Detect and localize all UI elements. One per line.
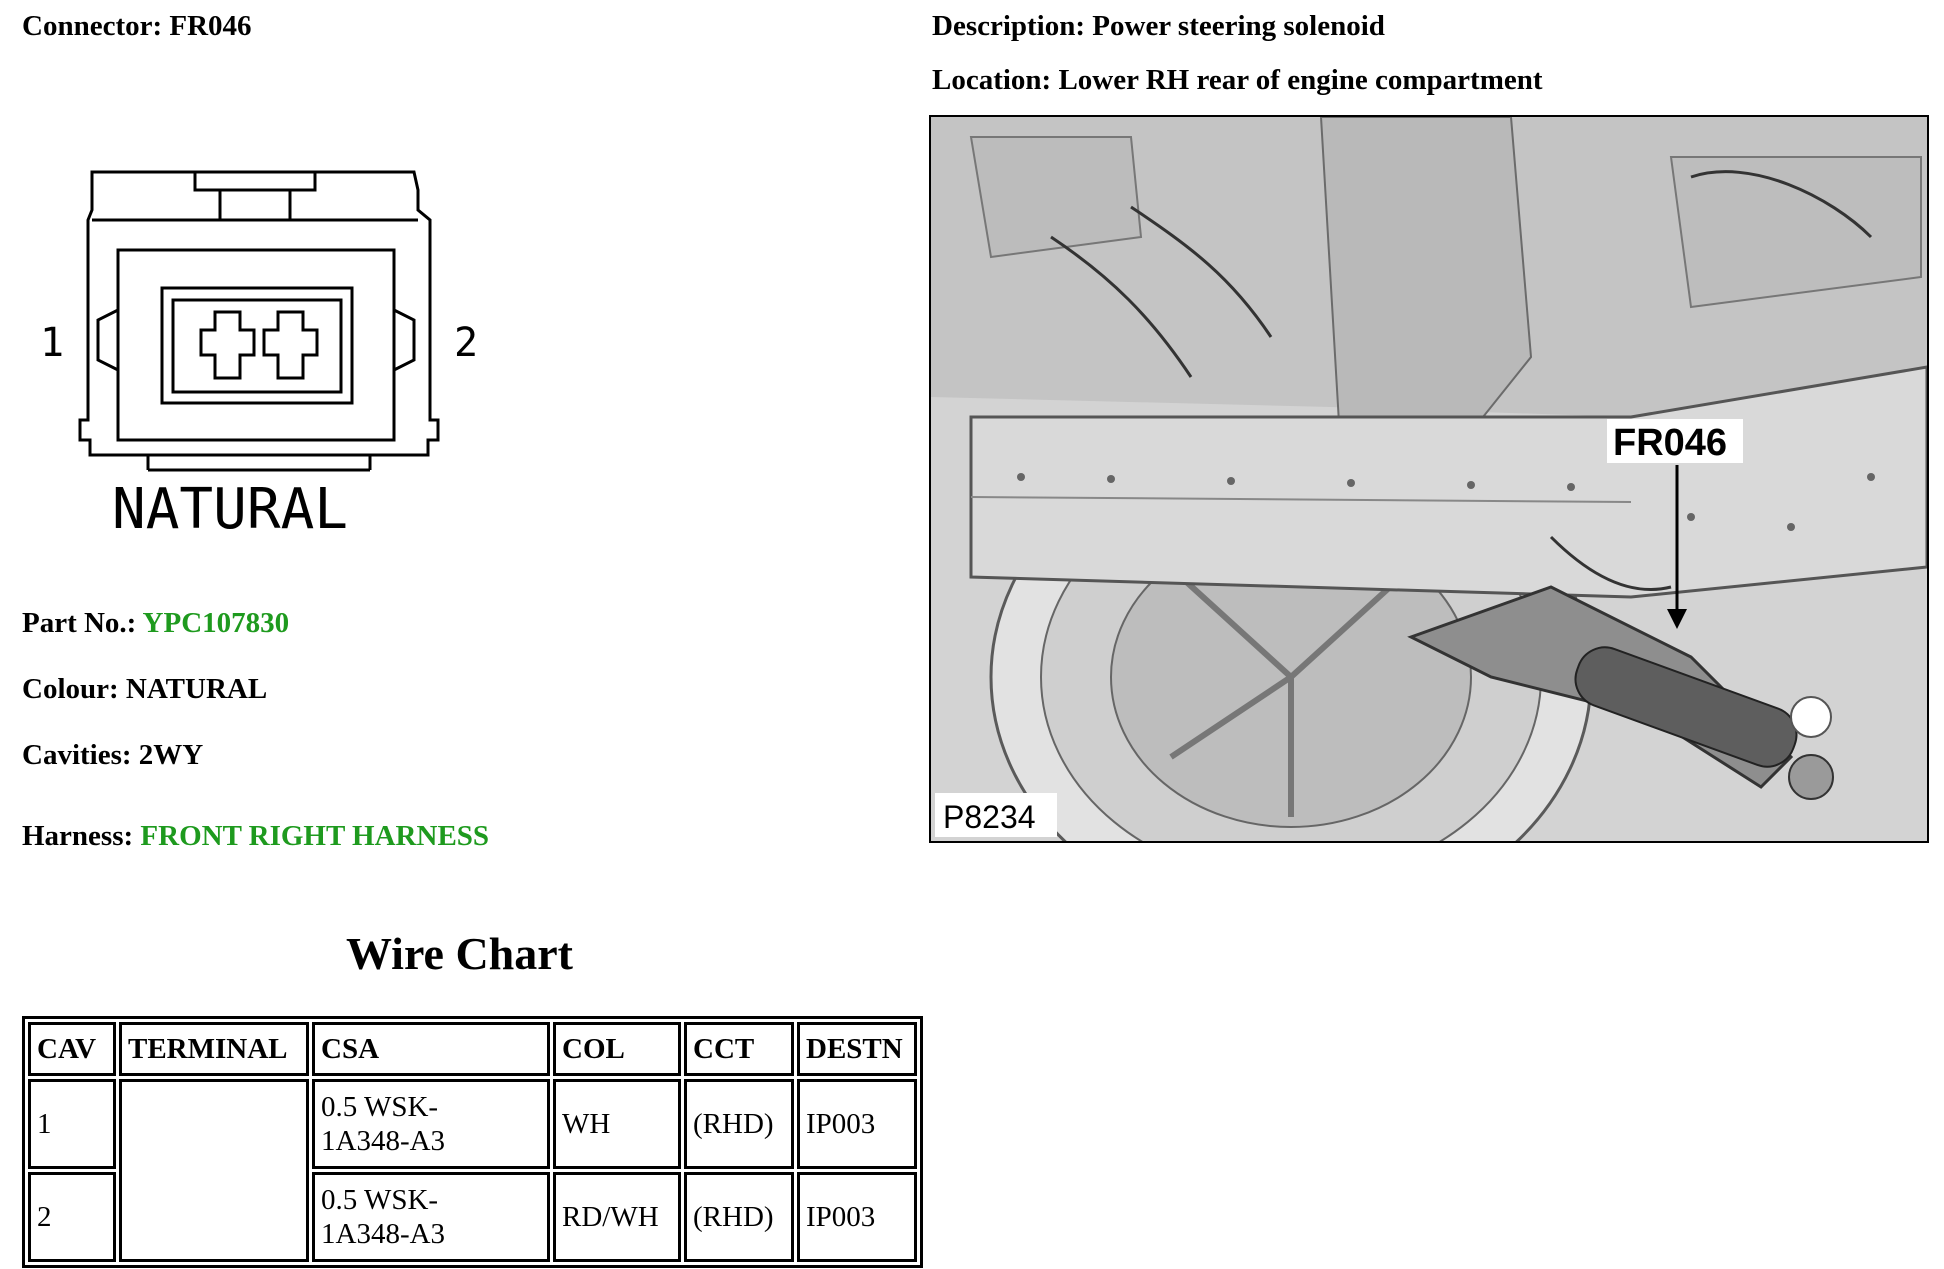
harness-line: [22, 820, 489, 853]
description-value: Power steering solenoid: [1092, 10, 1385, 42]
description-line: [932, 10, 1385, 43]
cell-col: WH: [553, 1079, 681, 1169]
cell-cav: 1: [28, 1079, 116, 1169]
cavities-label: Cavities:: [22, 739, 132, 771]
location-label: Location:: [932, 64, 1052, 96]
part-no-line: [22, 607, 289, 640]
cell-col: RD/WH: [553, 1172, 681, 1262]
cell-csa: [312, 1079, 550, 1169]
cavities-value: 2WY: [138, 739, 204, 771]
csa-line-2: 1A348-A3: [321, 1125, 446, 1157]
connector-value: FR046: [169, 10, 252, 42]
cell-cav: 2: [28, 1172, 116, 1262]
pin-2-number: 2: [454, 320, 479, 366]
colour-value: NATURAL: [125, 673, 268, 705]
connector-label: Connector:: [22, 10, 163, 42]
table-row: [28, 1079, 917, 1169]
harness-link[interactable]: FRONT RIGHT HARNESS: [140, 820, 490, 852]
wire-chart-table: [22, 1016, 923, 1268]
callout-label: FR046: [1613, 422, 1728, 464]
cell-destn: IP003: [797, 1172, 917, 1262]
cell-csa: [312, 1172, 550, 1262]
cell-cct: (RHD): [684, 1172, 794, 1262]
wire-chart-title: Wire Chart: [346, 928, 573, 979]
part-no-link[interactable]: YPC107830: [142, 607, 290, 639]
location-value: Lower RH rear of engine compartment: [1058, 64, 1543, 96]
description-label: Description:: [932, 10, 1086, 42]
header-destn: DESTN: [797, 1022, 917, 1076]
connector-line: [22, 10, 252, 43]
harness-label: Harness:: [22, 820, 134, 852]
connector-face-diagram: [30, 150, 490, 540]
location-line: [932, 64, 1543, 97]
csa-line-1: 0.5 WSK-: [321, 1184, 439, 1216]
cell-destn: IP003: [797, 1079, 917, 1169]
pin-1-number: 1: [40, 320, 65, 366]
part-no-label: Part No.:: [22, 607, 137, 639]
colour-line: [22, 673, 267, 706]
cavities-line: [22, 739, 203, 772]
table-header-row: [28, 1022, 917, 1076]
cell-terminal: [119, 1079, 309, 1262]
cell-cct: (RHD): [684, 1079, 794, 1169]
header-cct: CCT: [684, 1022, 794, 1076]
connector-colour-text: NATURAL: [112, 477, 349, 540]
csa-line-1: 0.5 WSK-: [321, 1091, 439, 1123]
location-photo: [929, 115, 1929, 843]
colour-label: Colour:: [22, 673, 119, 705]
csa-line-2: 1A348-A3: [321, 1218, 446, 1250]
header-col: COL: [553, 1022, 681, 1076]
header-csa: CSA: [312, 1022, 550, 1076]
header-terminal: TERMINAL: [119, 1022, 309, 1076]
figure-id: P8234: [943, 799, 1036, 835]
header-cav: CAV: [28, 1022, 116, 1076]
